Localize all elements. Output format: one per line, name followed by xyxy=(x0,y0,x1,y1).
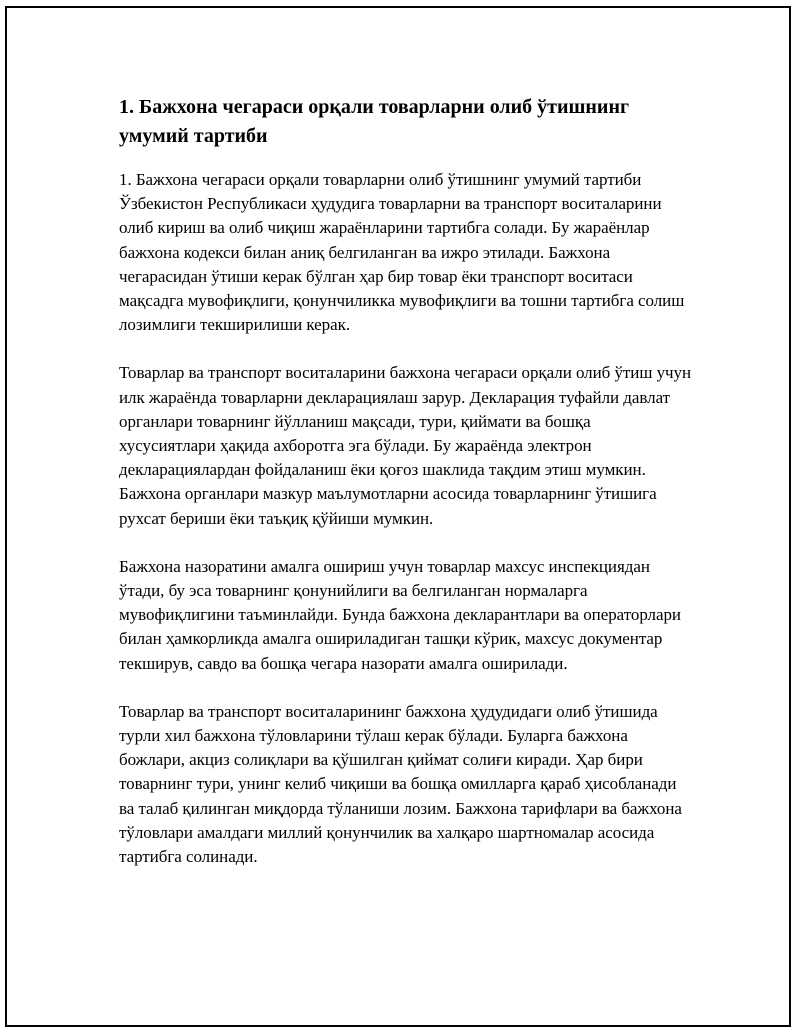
paragraph-2: Товарлар ва транспорт воситаларини бажхона чегараси орқали олиб ўтиш учун илк жараёнда товарларни декларациялаш зарур. Декларация туфайли давлат органлари товарнинг йўлланиш мақсади, тури, қиймати ва бошқа хусусиятлари ҳақида ахборотга эга бўлади. Бу жараёнда электрон декларациялардан фойдаланиш ёки қоғоз шаклида тақдим этиш мумкин. Бажхона органлари мазкур маълумотларни асосида товарларнинг ўтишига рухсат бериши ёки таъқиқ қўйиши мумкин. xyxy=(119,363,692,528)
paragraph-1: 1. Бажхона чегараси орқали товарларни олиб ўтишнинг умумий тартиби Ўзбекистон Республикаси ҳудудига товарларни ва транспорт воситаларини олиб кириш ва олиб чиқиш жараёнларини тартибга солади. Бу жараёнлар бажхона кодекси билан аниқ белгиланган ва ижро этилади. Бажхона чегарасидан ўтиши керак бўлган ҳар бир товар ёки транспорт воситаси мақсадга мувофиқлиги, қонунчиликка мувофиқлиги ва тошни тартибга солиш лозимлиги текширилиши керак. xyxy=(119,170,685,335)
document-body xyxy=(119,93,691,893)
paragraph-4: Товарлар ва транспорт воситаларининг бажхона ҳудудидаги олиб ўтишида турли хил бажхона тўловларини тўлаш керак бўлади. Буларга бажхона божлари, акциз солиқлари ва қўшилган қиймат солиғи киради. Ҳар бири товарнинг тури, унинг келиб чиқиши ва бошқа омилларга қараб ҳисобланади ва талаб қилинган миқдорда тўланиши лозим. Бажхона тарифлари ва бажхона тўловлари амалдаги миллий қонунчилик ва халқаро шартномалар асосида тартибга солинади. xyxy=(119,701,682,867)
paragraph-3: Бажхона назоратини амалга ошириш учун товарлар махсус инспекциядан ўтади, бу эса товарнинг қонунийлиги ва белгиланган нормаларга мувофиқлигини таъминлайди. Бунда бажхона декларантлари ва операторлари билан ҳамкорликда амалга ошириладиган ташқи кўрик, махсус документар текширув, савдо ва бошқа чегара назорати амалга оширилади. xyxy=(119,556,681,673)
section-heading: 1. Бажхона чегараси орқали товарларни олиб ўтишнинг умумий тартиби xyxy=(119,96,630,147)
